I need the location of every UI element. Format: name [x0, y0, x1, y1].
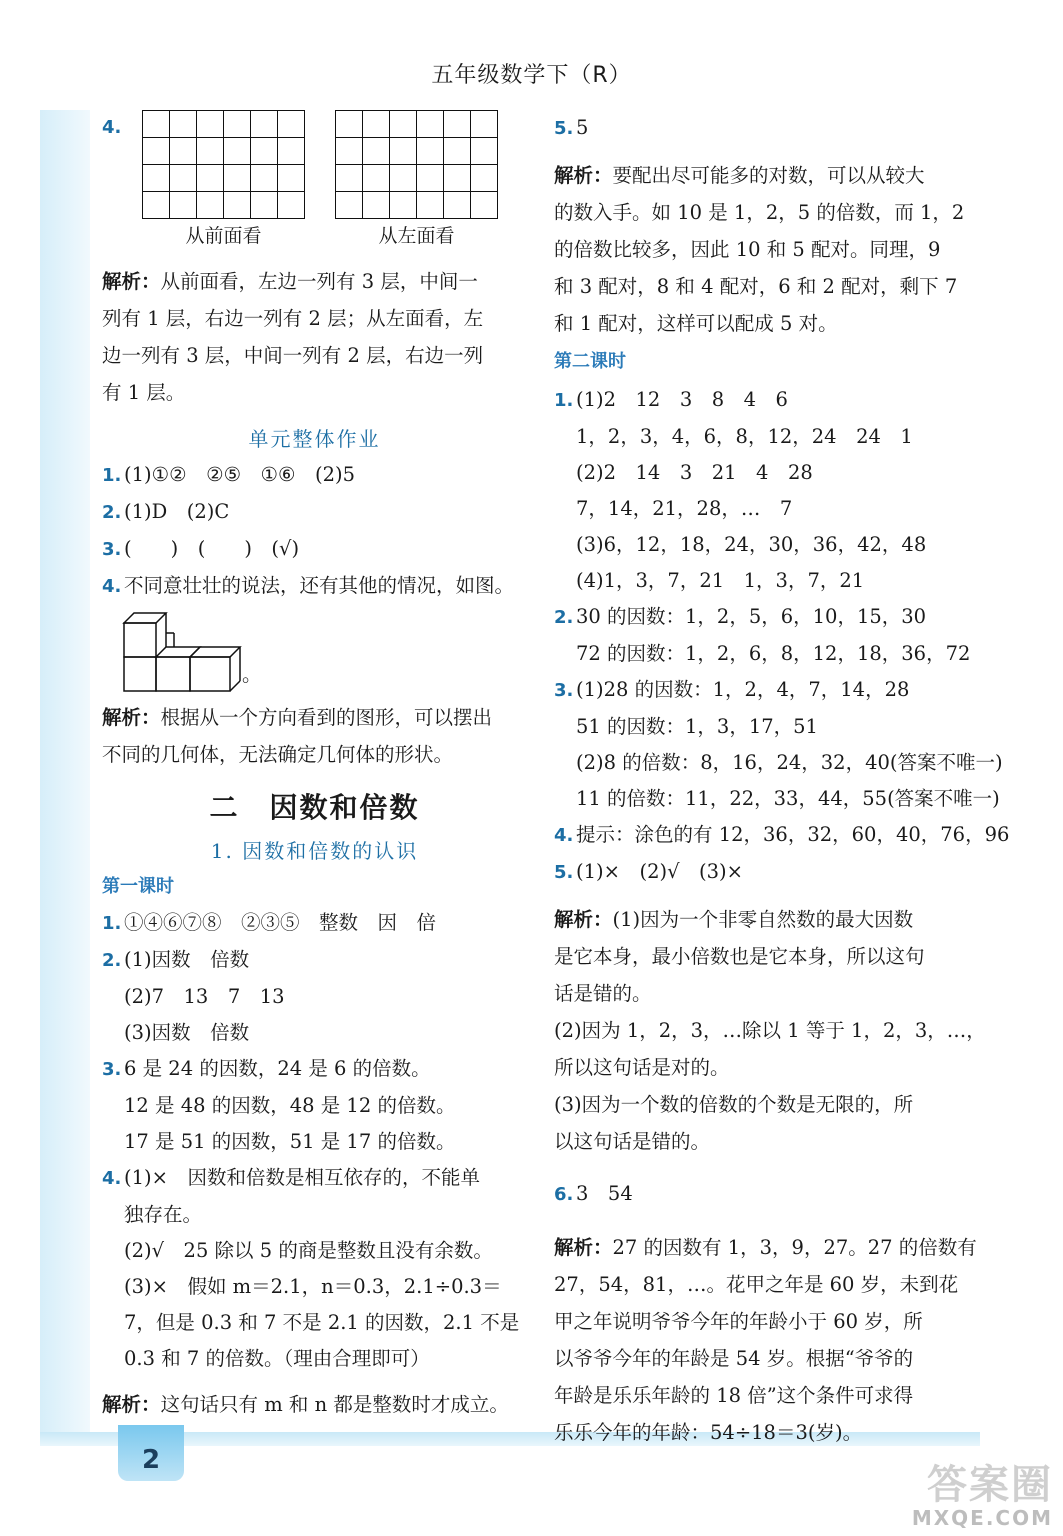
list-item: 4. 提示：涂色的有 12，36，32，60，40，76，96	[554, 823, 1010, 846]
list-item: 5. (1)× (2)√ (3)×	[554, 860, 743, 883]
list-item: 6. 3 54	[554, 1182, 633, 1205]
cube-figure: 。	[122, 611, 527, 693]
list-item: 2. (1)因数 倍数	[102, 948, 250, 971]
unit-title: 单元整体作业	[248, 427, 381, 451]
list-item: 3. (1)28 的因数：1，2，4，7，14，28	[554, 678, 910, 701]
page-header: 五年级数学下（R）	[431, 63, 632, 88]
list-item: 5. 5	[554, 116, 589, 139]
q5-analysis: 解析：要配出尽可能多的对数，可以从较大 的数入手。如 10 是 1，2，5 的倍数，而 1，2 的倍数比较多，因此 10 和 5 配对。同理，9 和 3 配对，8 和 4 配对，6 和 2 配对，剩下 7 和 1 配对，这样可以配成 5 对。	[554, 164, 965, 335]
watermark: 答案圈 MXQE.COM	[911, 1462, 1053, 1530]
question-number: 4.	[102, 117, 122, 138]
front-view-grid	[142, 110, 305, 219]
list-item: 2. (1)D (2)C	[102, 500, 230, 523]
lesson-heading: 第一课时	[102, 876, 174, 897]
left-view-grid	[335, 110, 498, 219]
front-view-block	[142, 110, 305, 253]
q4-grids-row	[102, 110, 527, 253]
grid-figures	[142, 110, 498, 253]
left-view-block	[335, 110, 498, 253]
l1-analysis: 解析：这句话只有 m 和 n 都是整数时才成立。	[102, 1393, 509, 1416]
list-item: 1. (1)2 12 3 8 4 6	[554, 388, 788, 411]
q6-analysis: 解析：27 的因数有 1，3，9，27。27 的倍数有 27，54，81，…。花甲之年是 60 岁，未到花 甲之年说明爷爷今年的年龄小于 60 岁，所 以爷爷今年的年龄是 54 岁。根据“爷爷的 年龄是乐乐年龄的 18 倍”这个条件可求得 乐乐今年的年龄：54÷18＝3(岁)。	[554, 1236, 977, 1444]
q4-analysis: 解析：从前面看，左边一列有 3 层，中间一 列有 1 层，右边一列有 2 层；从左面看，左 边一列有 3 层，中间一列有 2 层，右边一列 有 1 层。	[102, 270, 484, 404]
q5b-analysis: 解析：(1)因为一个非零自然数的最大因数 是它本身，最小倍数也是它本身，所以这句 话是错的。 (2)因为 1，2，3，…除以 1 等于 1，2，3，…， 所以这句话是对的。 (3)因为一个数的倍数的个数是无限的，所 以这句话是错的。	[554, 908, 986, 1153]
page-number: 2	[118, 1425, 184, 1481]
section-subtitle: 1. 因数和倍数的认识	[210, 839, 419, 863]
list-item: 3. 6 是 24 的因数，24 是 6 的倍数。	[102, 1057, 431, 1080]
list-item: 4. (1)× 因数和倍数是相互依存的，不能单	[102, 1166, 480, 1189]
chapter-title: 二 因数和倍数	[209, 791, 420, 824]
front-view-caption: 从前面看	[185, 225, 262, 247]
list-item: 1. (1)①② ②⑤ ①⑥ (2)5	[102, 463, 356, 486]
list-item: 3. ( ) ( ) (√)	[102, 537, 300, 560]
list-item: 2. 30 的因数：1，2，5，6，10，15，30	[554, 605, 927, 628]
list-item: 4. 不同意壮壮的说法，还有其他的情况，如图。	[102, 574, 515, 597]
left-view-caption: 从左面看	[378, 225, 455, 247]
lesson-heading: 第二课时	[554, 351, 626, 372]
right-column: 5. 5 解析：要配出尽可能多的对数，可以从较大 的数入手。如 10 是 1，2，5 的倍数，而 1，2 的倍数比较多，因此 10 和 5 配对。同理，9 和 3 配对，8 和 4 配对，6 和 2 配对，剩下 7 和 1 配对，这样可以配成 5 对。 第二课时 1. (1)2 12 3 8 4 6 1，2，3，4，6，8，12，24 24 1 (2)2 14 3 21 4 28 7，14，21，28，… 7 (3)6，12，18，24，30，36，42，48 (4)1，3，7，21 1，3，7，21 2. 30 的因数：1，2，5，6，10，15，30 72 的因数：1，2，6，8，12，18，36，72 3. (1)28 的因数：1，2，4，7，14，28 51 的因数：1，3，17，51 (2)8 的倍数：8，16，24，32，40(答案不唯一) 11 的倍数：11，22，33，44，55(答案不唯一) 4. 提示：涂色的有 12，36，32，60，40，76，96 5. (1)× (2)√ (3)× 解析：(1)因为一个非零自然数的最大因数 是它本身，最小倍数也是它本身，所以这句 话是错的。 (2)因为 1，2，3，…除以 1 等于 1，2，3，…， 所以这句话是对的。 (3)因为一个数的倍数的个数是无限的，所 以这句话是错的。 6. 3 54 解析：27 的因数有 1，3，9，27。27 的倍数有 27，54，81，…。花甲之年是 60 岁，未到花 甲之年说明爷爷今年的年龄小于 60 岁，所 以爷爷今年的年龄是 54 岁。根据“爷爷的 年龄是乐乐年龄的 18 倍”这个条件可求得 乐乐今年的年龄：54÷18＝3(岁)。	[554, 110, 974, 1451]
list-item: 1. ①④⑥⑦⑧ ②③⑤ 整数 因 倍	[102, 911, 437, 934]
left-decorative-band	[40, 110, 90, 1440]
cube-figure-svg	[122, 611, 242, 693]
unit-analysis: 解析：根据从一个方向看到的图形，可以摆出 不同的几何体，无法确定几何体的形状。	[102, 706, 493, 766]
left-column: 4. 从前面看 从左面看 解析：从前面看，左边一列有 3 层，中间一 列有 1 层，右边一列有 2 层；从左面看，左 边一列有 3 层，中间一列有 2 层，右边一列 有 1 层。 单元整体作业 1. (1)①② ②⑤ ①⑥ (2)5 2. (1)D (2)C 3. ( ) ( ) (√) 4. 不同意壮壮的说法，还有其他的情况，如图。 。 解析：根据从一个方向看到的图形，可以摆出 不同的几何体，无法确定几何体的形状。 二 因数和倍数 1. 因数和倍数的认识 第一课时 1. ①④⑥⑦⑧ ②③⑤ 整数 因 倍 2. (1)因数 倍数 (2)7 13 7 13 (3)因数 倍数 3. 6 是 24 的因数，24 是 6 的倍数。 12 是 48 的因数，48 是 12 的倍数。 17 是 51 的因数，51 是 17 的倍数。 4. (1)× 因数和倍数是相互依存的，不能单 独存在。 (2)√ 25 除以 5 的商是整数且没有余数。 (3)× 假如 m＝2.1，n＝0.3，2.1÷0.3＝ 7，但是 0.3 和 7 不是 2.1 的因数，2.1 不是 0.3 和 7 的倍数。（理由合理即可） 解析：这句话只有 m 和 n 都是整数时才成立。	[102, 110, 527, 1423]
